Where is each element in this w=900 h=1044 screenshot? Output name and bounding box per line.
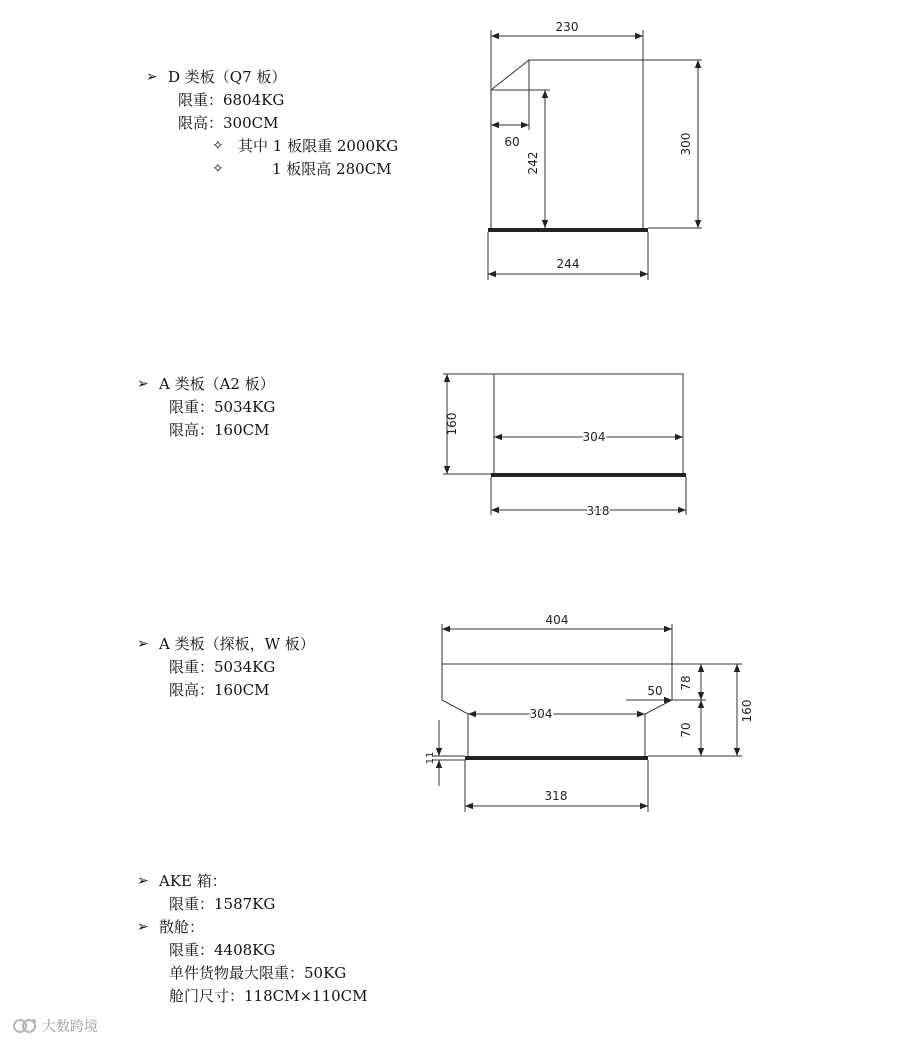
height-limit: 限高：160CM (169, 681, 270, 699)
d-base-plate (488, 228, 648, 232)
section-title: 散舱： (159, 918, 205, 936)
sub-note: 1 板限高 280CM (272, 160, 392, 178)
watermark-text: 大数跨境 (42, 1019, 98, 1035)
a2-base-plate (491, 473, 686, 477)
a2-base-width-label: 318 (586, 504, 610, 518)
d-height-label: 300 (679, 132, 693, 156)
sub-bullet: ✧ (212, 138, 224, 154)
w-base-width-label: 318 (544, 789, 568, 803)
d-base-width-label: 244 (556, 257, 580, 271)
bullet-arrow: ➢ (137, 636, 149, 652)
d-inner-height-label: 242 (526, 151, 540, 175)
w-base-plate (465, 756, 648, 760)
w-lower-height-label: 70 (679, 722, 693, 738)
weight-limit: 限重：6804KG (178, 91, 285, 109)
sub-note: 其中 1 板限重 2000KG (238, 137, 399, 155)
weight-limit: 限重：1587KG (169, 895, 276, 913)
section-title: A 类板（探板，W 板） (159, 635, 315, 653)
section-title: A 类板（A2 板） (159, 375, 275, 393)
bullet-arrow: ➢ (137, 873, 149, 889)
a2-top-width-label: 304 (582, 430, 606, 444)
a2-height-label: 160 (445, 412, 459, 436)
bullet-arrow: ➢ (137, 919, 149, 935)
max-piece-weight: 单件货物最大限重：50KG (169, 964, 347, 982)
diagram-d-plate (488, 30, 702, 280)
w-contour (442, 664, 672, 756)
d-offset-label: 60 (504, 135, 520, 149)
w-upper-height-label: 78 (679, 675, 693, 691)
watermark (12, 1016, 98, 1036)
d-top-width-label: 230 (555, 20, 579, 34)
section-title: AKE 箱： (159, 872, 227, 890)
weight-limit: 限重：5034KG (169, 658, 276, 676)
weight-limit: 限重：5034KG (169, 398, 276, 416)
height-limit: 限高：300CM (178, 114, 279, 132)
w-height-label: 160 (740, 699, 754, 723)
watermark-logo-icon (12, 1017, 38, 1035)
w-top-width-label: 404 (545, 613, 569, 627)
section-title: D 类板（Q7 板） (168, 68, 287, 86)
w-base-thickness-label: 11 (425, 751, 436, 765)
diagram-w-plate (432, 624, 742, 812)
w-inner-width-label: 304 (529, 707, 553, 721)
weight-limit: 限重：4408KG (169, 941, 276, 959)
w-step-label: 50 (647, 684, 663, 698)
bullet-arrow: ➢ (137, 376, 149, 392)
sub-bullet: ✧ (212, 161, 224, 177)
diagram-a2-plate (443, 374, 686, 515)
door-size: 舱门尺寸：118CM×110CM (169, 987, 368, 1005)
height-limit: 限高：160CM (169, 421, 270, 439)
bullet-arrow: ➢ (146, 69, 158, 85)
a2-contour (494, 374, 683, 474)
